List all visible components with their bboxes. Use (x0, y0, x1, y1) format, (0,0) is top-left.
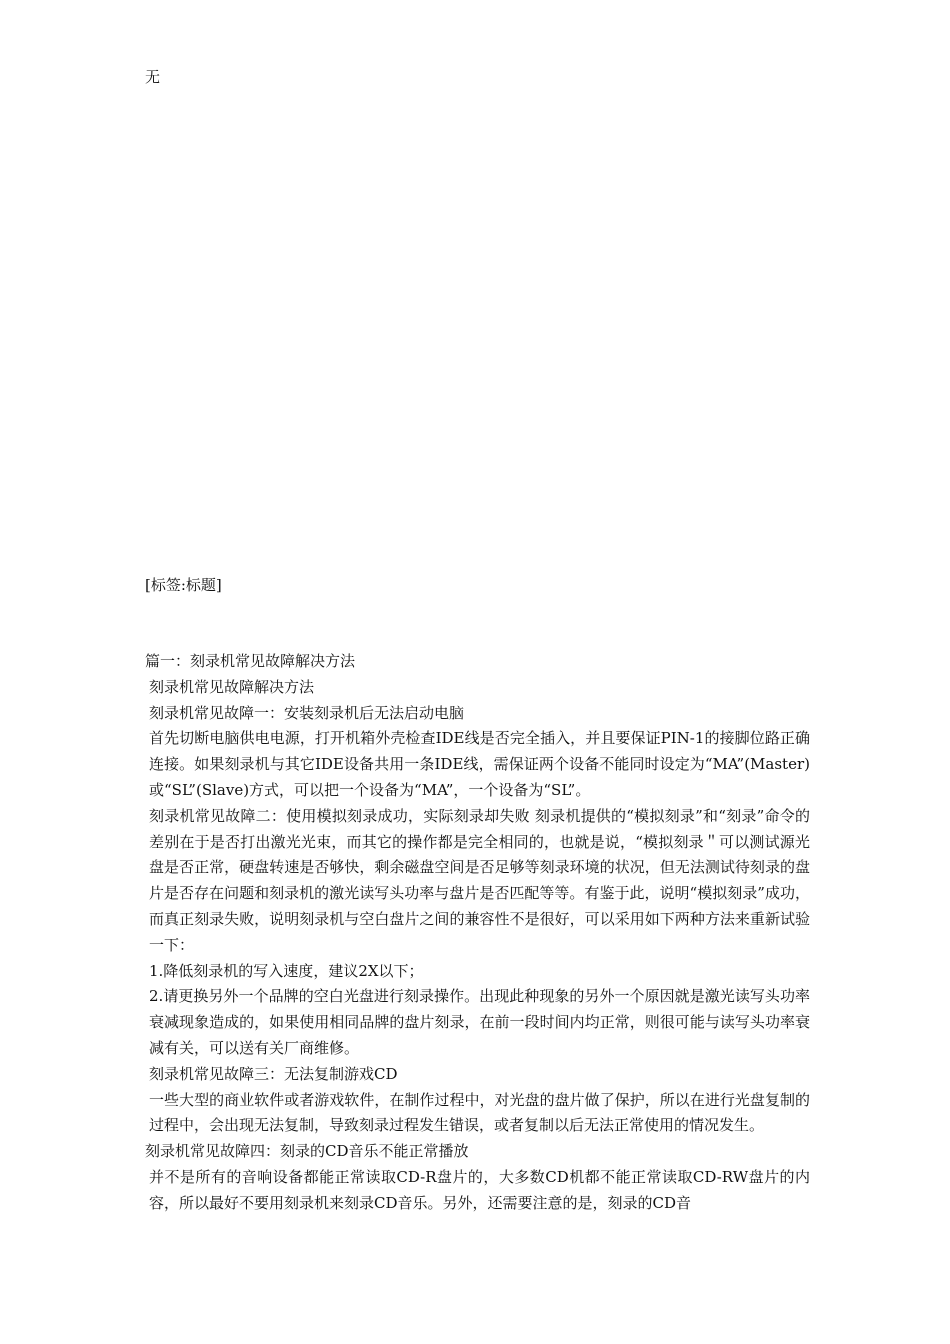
article-subtitle: 刻录机常见故障解决方法 (149, 677, 315, 696)
article-title: 篇一：刻录机常见故障解决方法 (145, 652, 356, 670)
list-item-1: 1.降低刻录机的写入速度，建议2X以下； (149, 961, 424, 980)
section-heading-1: 刻录机常见故障一：安装刻录机后无法启动电脑 (149, 703, 465, 722)
article-body (145, 649, 810, 1217)
body-paragraph-2: 刻录机常见故障二：使用模拟刻录成功，实际刻录却失败 刻录机提供的“模拟刻录”和“刻录”命令的差别在于是否打出激光光束，而其它的操作都是完全相同的，也就是说，“模拟刻录＂可以测试源光盘是否正常，硬盘转速是否够快，剩余磁盘空间是否足够等刻录环境的状况，但无法测试待刻录的盘片是否存在问题和刻录机的激光读写头功率与盘片是否匹配等等。有鉴于此，说明“模拟刻录”成功，而真正刻录失败，说明刻录机与空白盘片之间的兼容性不是很好，可以采用如下两种方法来重新试验一下： (149, 806, 810, 954)
list-item-2: 2.请更换另外一个品牌的空白光盘进行刻录操作。出现此种现象的另外一个原因就是激光读写头功率衰减现象造成的，如果使用相同品牌的盘片刻录，在前一段时间内均正常，则很可能与读写头功率衰减有关，可以送有关厂商维修。 (149, 987, 810, 1057)
body-paragraph-1: 首先切断电脑供电电源，打开机箱外壳检查IDE线是否完全插入，并且要保证PIN-1的接脚位路正确连接。如果刻录机与其它IDE设备共用一条IDE线，需保证两个设备不能同时设定为“MA”(Master)或“SL”(Slave)方式，可以把一个设备为“MA”，一个设备为“SL”。 (149, 729, 810, 799)
intro-text: 无 (145, 68, 161, 86)
section-heading-4: 刻录机常见故障四：刻录的CD音乐不能正常播放 (145, 1142, 469, 1161)
body-paragraph-3: 一些大型的商业软件或者游戏软件，在制作过程中，对光盘的盘片做了保护，所以在进行光盘复制的过程中，会出现无法复制，导致刻录过程发生错误，或者复制以后无法正常使用的情况发生。 (149, 1090, 810, 1135)
section-heading-3: 刻录机常见故障三：无法复制游戏CD (149, 1064, 398, 1083)
tag-line: [标签:标题] (145, 576, 222, 594)
body-paragraph-4: 并不是所有的音响设备都能正常读取CD-R盘片的，大多数CD机都不能正常读取CD-RW盘片的内容，所以最好不要用刻录机来刻录CD音乐。另外，还需要注意的是，刻录的CD音 (149, 1167, 810, 1212)
